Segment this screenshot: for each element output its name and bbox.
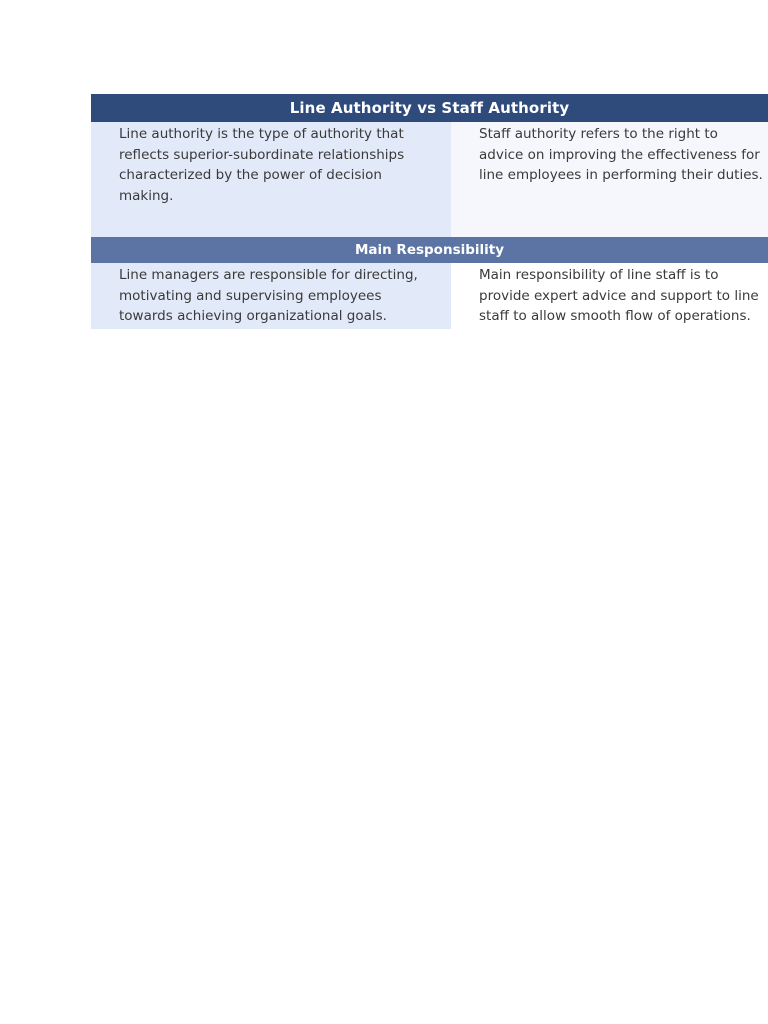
line-authority-definition: Line authority is the type of authority that reflects superior-subordinate relationships characterized by the power of decision making. xyxy=(91,122,451,237)
table-row-definition xyxy=(91,122,768,237)
table-row-responsibility xyxy=(91,263,768,329)
staff-authority-definition: Staff authority refers to the right to advice on improving the effectiveness for line employees in performing their duties. xyxy=(451,122,768,237)
table-title: Line Authority vs Staff Authority xyxy=(91,94,768,122)
staff-authority-responsibility: Main responsibility of line staff is to provide expert advice and support to line staff to allow smooth flow of operations. xyxy=(451,263,768,329)
line-authority-responsibility: Line managers are responsible for directing, motivating and supervising employees towards achieving organizational goals. xyxy=(91,263,451,329)
section-header-main-responsibility: Main Responsibility xyxy=(91,237,768,263)
comparison-table xyxy=(91,94,768,329)
